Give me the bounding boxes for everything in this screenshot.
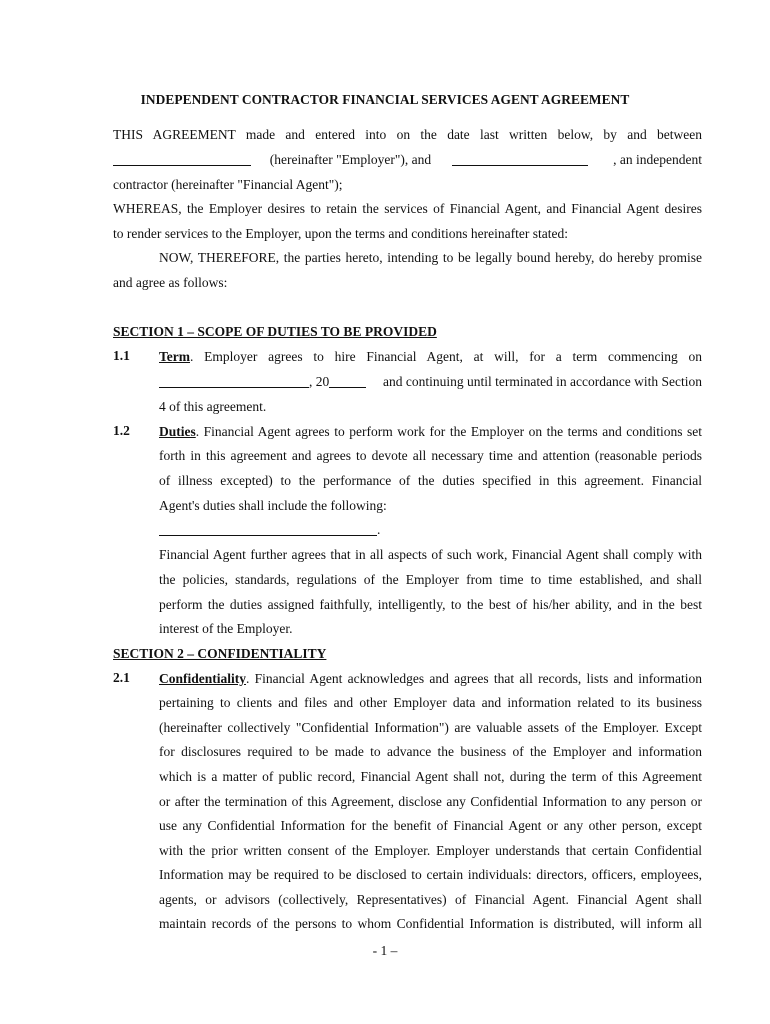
section-1-1-line-3: 4 of this agreement.	[159, 399, 267, 414]
section-2-1-line-5: which is a matter of public record, Financial Agent shall not, during the term of this Agreement	[159, 769, 702, 784]
section-1-2-line-7: the policies, standards, regulations of the Employer from time to time established, and shall	[159, 572, 702, 587]
duties-text: . Financial Agent agrees to perform work for the Employer on the terms and conditions set	[195, 424, 702, 439]
continuing-text: and continuing until terminated in accordance with Section	[382, 374, 702, 389]
intro-line-3: contractor (hereinafter "Financial Agent");	[113, 177, 343, 192]
intro-line-2	[113, 151, 702, 169]
section-1-heading: SECTION 1 – SCOPE OF DUTIES TO BE PROVIDED	[113, 324, 437, 339]
section-1-2-line-1	[159, 423, 702, 441]
section-1-1-line-2	[159, 373, 702, 391]
section-2-1-line-10: agents, or advisors (collectively, Representatives) of Financial Agent. Financial Agent shall	[159, 892, 702, 907]
section-2-1-line-9: Information may be required to be disclosed to certain individuals: directors, officers, employees,	[159, 867, 702, 882]
section-2-1-line-7: use any Confidential Information for the benefit of Financial Agent or any other person, except	[159, 818, 702, 833]
intro-line-2-b: , an independent	[613, 152, 702, 167]
section-2-1-line-2: pertaining to clients and files and other Employer data and information related to its business	[159, 695, 702, 710]
agent-name-blank[interactable]	[452, 153, 588, 166]
start-date-blank[interactable]	[159, 375, 309, 388]
section-1-2-line-4: Agent's duties shall include the following:	[159, 498, 387, 513]
page-number: - 1 –	[372, 943, 398, 958]
intro-line-2-a: (hereinafter "Employer"), and	[269, 152, 432, 167]
section-1-1-line-1	[159, 348, 702, 366]
section-2-1-line-11: maintain records of the persons to whom Confidential Information is distributed, will inform all	[159, 916, 702, 931]
duties-period: .	[377, 522, 381, 537]
section-1-2-number: 1.2	[113, 423, 130, 438]
section-2-1-line-3: (hereinafter collectively "Confidential Information") are valuable assets of the Employer. Except	[159, 720, 702, 735]
section-2-1-line-4: for disclosures required to be made to advance the business of the Employer and information	[159, 744, 702, 759]
intro-line-4: WHEREAS, the Employer desires to retain the services of Financial Agent, and Financial Agent desires	[113, 201, 702, 216]
section-1-2-line-3: of illness excepted) to the performance of the duties specified in this agreement. Financial	[159, 473, 702, 488]
document-title: INDEPENDENT CONTRACTOR FINANCIAL SERVICES AGENT AGREEMENT	[140, 92, 630, 107]
duties-blank[interactable]	[159, 523, 377, 536]
year-blank[interactable]	[329, 375, 366, 388]
section-1-2-line-2: forth in this agreement and agrees to devote all necessary time and attention (reasonable periods	[159, 448, 702, 463]
section-1-2-line-6: Financial Agent further agrees that in all aspects of such work, Financial Agent shall comply with	[159, 547, 702, 562]
section-2-heading: SECTION 2 – CONFIDENTIALITY	[113, 646, 327, 661]
confidentiality-heading: Confidentiality	[159, 671, 247, 686]
intro-line-5: to render services to the Employer, upon the terms and conditions hereinafter stated:	[113, 226, 568, 241]
confidentiality-text: . Financial Agent acknowledges and agrees that all records, lists and information	[246, 671, 702, 686]
term-heading: Term	[159, 349, 190, 364]
section-1-2-line-9: interest of the Employer.	[159, 621, 293, 636]
employer-name-blank[interactable]	[113, 153, 251, 166]
section-2-1-line-1	[159, 670, 702, 688]
intro-line-1: THIS AGREEMENT made and entered into on the date last written below, by and between	[113, 127, 702, 142]
duties-heading: Duties	[159, 424, 196, 439]
intro-line-6: NOW, THEREFORE, the parties hereto, intending to be legally bound hereby, do hereby promise	[159, 250, 702, 265]
section-1-1-number: 1.1	[113, 348, 130, 363]
term-text: . Employer agrees to hire Financial Agent, at will, for a term commencing on	[190, 349, 702, 364]
year-prefix: , 20	[309, 374, 330, 389]
section-1-2-line-5	[159, 521, 702, 539]
intro-line-7: and agree as follows:	[113, 275, 228, 290]
section-2-1-line-6: or after the termination of this Agreement, disclose any Confidential Information to any person or	[159, 794, 702, 809]
section-1-2-line-8: perform the duties assigned faithfully, intelligently, to the best of his/her ability, and in the best	[159, 597, 702, 612]
section-2-1-number: 2.1	[113, 670, 130, 685]
section-2-1-line-8: with the prior written consent of the Employer. Employer understands that certain Confidential	[159, 843, 702, 858]
